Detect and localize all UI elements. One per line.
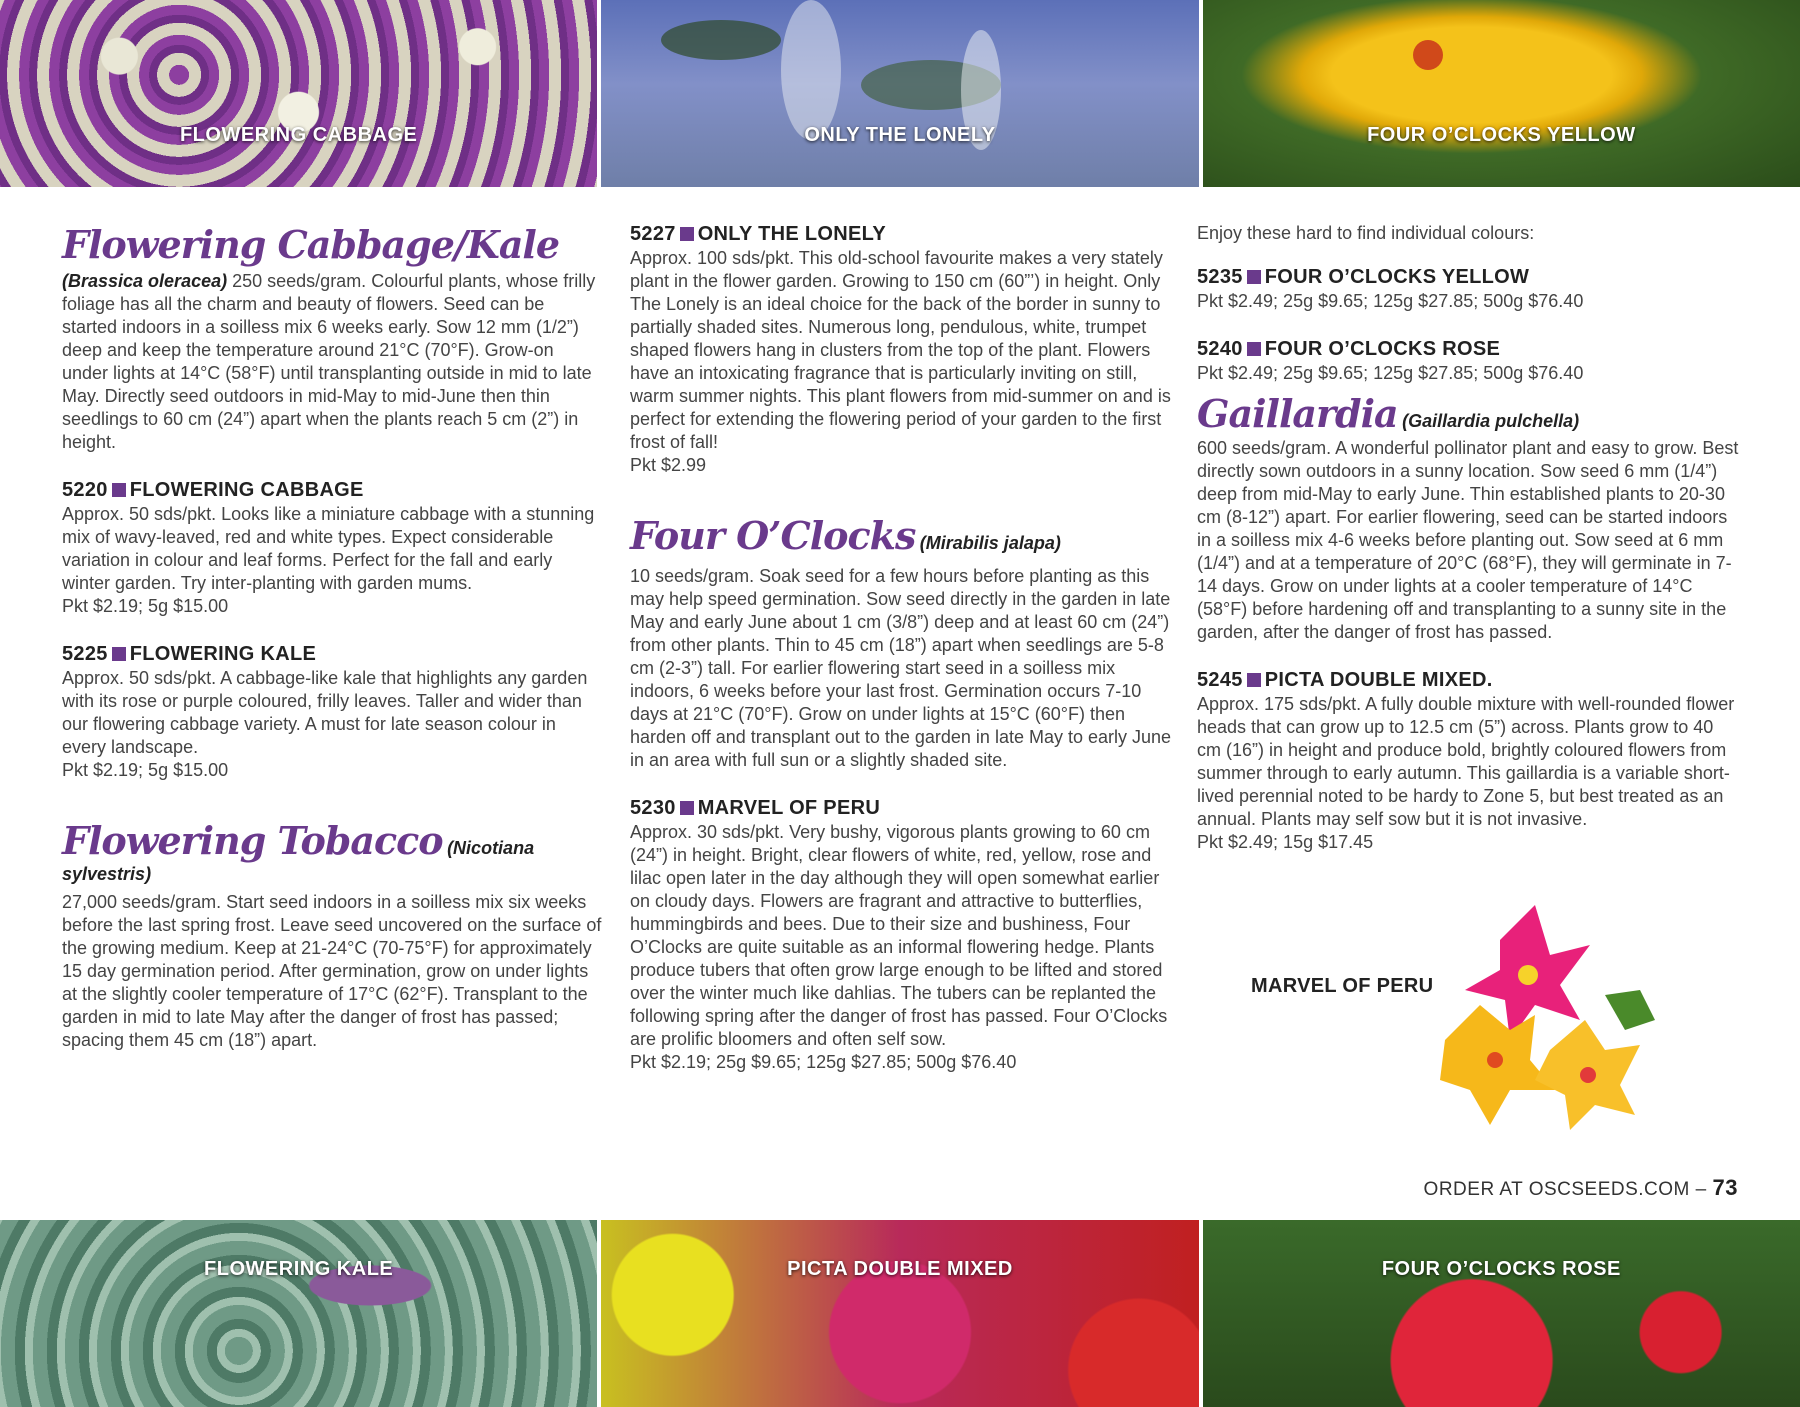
bullet-square-icon bbox=[112, 483, 126, 497]
bullet-square-icon bbox=[1247, 342, 1261, 356]
item-price: Pkt $2.99 bbox=[630, 455, 707, 475]
item-desc: Approx. 50 sds/pkt. A cabbage-like kale that highlights any garden with its rose or purple coloured, frilly leaves. Taller and wider than our flowering cabbage variety. A must for late season colour in every landscape. bbox=[62, 668, 588, 757]
section-heading-tobacco: Flowering Tobacco bbox=[62, 818, 443, 863]
section-heading-cabbage: Flowering Cabbage/Kale bbox=[62, 222, 560, 267]
item-title: 5240 FOUR O’CLOCKS ROSE bbox=[1197, 338, 1501, 360]
photo-caption: PICTA DOUBLE MIXED bbox=[787, 1258, 1013, 1280]
item-title: 5227 ONLY THE LONELY bbox=[630, 223, 886, 245]
photo-four-oclocks-yellow bbox=[1203, 0, 1800, 187]
latin-name: (Brassica oleracea) bbox=[62, 271, 228, 291]
item-price: Pkt $2.19; 5g $15.00 bbox=[62, 760, 229, 780]
item-price: Pkt $2.49; 15g $17.45 bbox=[1197, 832, 1374, 852]
column-1 bbox=[62, 222, 602, 1052]
marvel-of-peru-label: MARVEL OF PERU bbox=[1251, 975, 1434, 997]
page-footer bbox=[1424, 1175, 1738, 1201]
top-photo-strip bbox=[0, 0, 1800, 187]
section-heading-gaillardia-row bbox=[1197, 391, 1742, 437]
latin-name: (Gaillardia pulchella) bbox=[1402, 411, 1580, 431]
photo-flowering-kale bbox=[0, 1220, 597, 1407]
item-desc: Approx. 175 sds/pkt. A fully double mixture with well-rounded flower heads that can grow up to 12.5 cm (5”) across. Plants grow to 40 cm (16”) in height and produce bold, brightly coloured flowers from summer through to early autumn. This gaillardia is a variable short-lived perennial noted to be hardy to Zone 5, but best treated as an annual. Plants may self sow but it is not invasive. bbox=[1197, 694, 1735, 829]
cabbage-intro: (Brassica oleracea) 250 seeds/gram. Colourful plants, whose frilly foliage has all the charm and beauty of flowers. Seed can be started indoors in a soilless mix 6 weeks early. Sow 12 mm (1/2”) deep and keep the temperature around 21°C (70°F). Grow-on under lights at 14°C (58°F) until transplanting outside in mid to late May. Directly seed outdoors in mid-May to mid-June then thin seedlings to 60 cm (24”) apart when the plants reach 5 cm (2”) in height. bbox=[62, 271, 596, 452]
item-title: 5235 FOUR O’CLOCKS YELLOW bbox=[1197, 266, 1530, 288]
bullet-square-icon bbox=[1247, 270, 1261, 284]
item-title: 5225 FLOWERING KALE bbox=[62, 643, 317, 665]
tobacco-intro: 27,000 seeds/gram. Start seed indoors in a soilless mix six weeks before the last spring frost. Leave seed uncovered on the surface of the growing medium. Keep at 21-24°C (70-75°F) for approximately 15 day germination period. After germination, grow on under lights at the slightly cooler temperature of 17°C (62°F). Transplant to the garden in mid to late May after the danger of frost has passed; spacing them 45 cm (18”) apart. bbox=[62, 892, 602, 1050]
photo-four-oclocks-rose bbox=[1203, 1220, 1800, 1407]
order-text: ORDER AT OSCSEEDS.COM – bbox=[1423, 1179, 1713, 1200]
item-title: 5245 PICTA DOUBLE MIXED. bbox=[1197, 669, 1493, 691]
section-heading-four-oclocks-row bbox=[630, 513, 1175, 559]
gaillardia-intro: 600 seeds/gram. A wonderful pollinator plant and easy to grow. Best directly sown outdoors in a sunny location. Sow seed 6 mm (1/4”) deep from mid-May to early June. Thin established plants to 20-30 cm (8-12”) apart. For earlier flowering, seed can be started indoors in a soilless mix 4-6 weeks before planting out. Sow seed at 6 mm (1/4”) and at a temperature of 20°C (68°F), they will germinate in 7-14 days. Grow on under lights at a cooler temperature of 14°C (58°F) before hardening off and transplanting to a sunny site in the garden, after the danger of frost has passed. bbox=[1197, 438, 1739, 642]
column-3 bbox=[1197, 222, 1742, 854]
four-oclocks-intro: 10 seeds/gram. Soak seed for a few hours before planting as this may help speed germination. Sow seed directly in the garden in late May and early June about 1 cm (3/8”) deep and at least 60 cm (24”) from other plants. Thin to 45 cm (18”) apart when seedlings are 5-8 cm (2-3”) tall. For earlier flowering start seed in a soilless mix indoors, 6 weeks before your last frost. Germination occurs 7-10 days at 21°C (70°F). Grow on under lights at 15°C (60°F) then harden off and transplant out to the garden in late May to early June in an area with full sun or a slightly shaded site. bbox=[630, 566, 1172, 770]
photo-caption: FOUR O’CLOCKS ROSE bbox=[1381, 1258, 1621, 1280]
column-2 bbox=[630, 222, 1175, 1074]
bullet-square-icon bbox=[680, 801, 694, 815]
item-desc: Approx. 100 sds/pkt. This old-school favourite makes a very stately plant in the flower garden. Growing to 150 cm (60”’) in height. Only The Lonely is an ideal choice for the back of the border in sunny to partially shaded sites. Numerous long, pendulous, white, trumpet shaped flowers hang in clusters from the top of the plant. Flowers have an intoxicating fragrance that is particularly inviting on still, warm summer nights. This plant flowers from mid-summer on and is perfect for extending the flowering period of your garden to the first frost of fall! bbox=[630, 248, 1171, 452]
photo-flowering-cabbage bbox=[0, 0, 597, 187]
item-desc: Approx. 50 sds/pkt. Looks like a miniature cabbage with a stunning mix of wavy-leaved, red and white types. Expect considerable variation in colour and leaf forms. Perfect for the fall and early winter garden. Try inter-planting with garden mums. bbox=[62, 504, 595, 593]
photo-only-the-lonely bbox=[601, 0, 1198, 187]
bullet-square-icon bbox=[680, 227, 694, 241]
item-price: Pkt $2.49; 25g $9.65; 125g $27.85; 500g $76.40 bbox=[1197, 291, 1584, 311]
item-title: 5220 FLOWERING CABBAGE bbox=[62, 479, 364, 501]
item-title: 5230 MARVEL OF PERU bbox=[630, 797, 881, 819]
section-heading-gaillardia: Gaillardia bbox=[1197, 391, 1398, 436]
photo-caption: FLOWERING KALE bbox=[204, 1258, 394, 1280]
photo-caption: FOUR O’CLOCKS YELLOW bbox=[1367, 124, 1636, 146]
marvel-of-peru-flower-image bbox=[1440, 900, 1700, 1140]
photo-picta-double-mixed bbox=[601, 1220, 1198, 1407]
latin-name: (Mirabilis jalapa) bbox=[919, 533, 1061, 553]
item-desc: Approx. 30 sds/pkt. Very bushy, vigorous plants growing to 60 cm (24”) in height. Bright, clear flowers of white, red, yellow, rose and lilac open later in the day although they will open somewhat earlier on cloudy days. Flowers are fragrant and attractive to butterflies, hummingbirds and bees. Due to their size and bushiness, Four O’Clocks are quite suitable as an informal flowering hedge. Plants produce tubers that often grow large enough to be lifted and stored over the winter much like dahlias. The tubers can be replanted the following spring after the danger of frost has passed. Four O’Clocks are prolific bloomers and often self sow. bbox=[630, 822, 1168, 1049]
item-price: Pkt $2.19; 5g $15.00 bbox=[62, 596, 229, 616]
section-heading-tobacco-row bbox=[62, 818, 602, 885]
item-price: Pkt $2.49; 25g $9.65; 125g $27.85; 500g $76.40 bbox=[1197, 363, 1584, 383]
colours-intro: Enjoy these hard to find individual colours: bbox=[1197, 223, 1535, 243]
section-heading-four-oclocks: Four O’Clocks bbox=[630, 513, 916, 558]
photo-caption: FLOWERING CABBAGE bbox=[179, 124, 418, 146]
latin-name: (Nicotiana sylvestris) bbox=[62, 838, 535, 884]
photo-caption: ONLY THE LONELY bbox=[804, 124, 996, 146]
page-number: 73 bbox=[1712, 1175, 1738, 1200]
bottom-photo-strip bbox=[0, 1220, 1800, 1407]
item-price: Pkt $2.19; 25g $9.65; 125g $27.85; 500g $76.40 bbox=[630, 1052, 1017, 1072]
bullet-square-icon bbox=[1247, 673, 1261, 687]
bullet-square-icon bbox=[112, 647, 126, 661]
